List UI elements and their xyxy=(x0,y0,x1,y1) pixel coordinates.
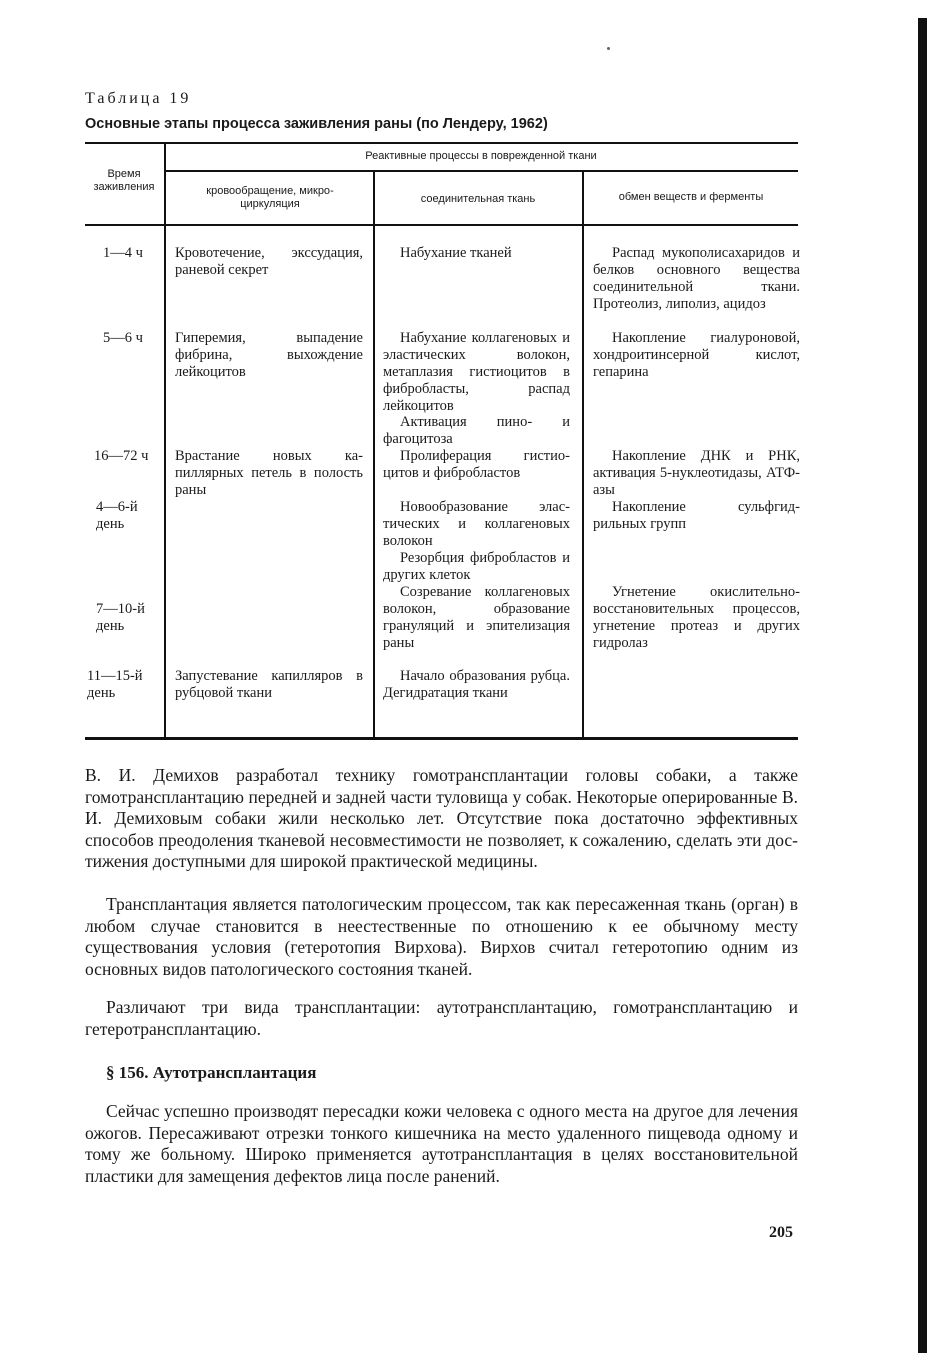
table-column-divider-3 xyxy=(582,171,584,737)
table-bottom-rule xyxy=(85,737,798,740)
time-cell: 1—4 ч xyxy=(103,245,143,261)
table-column-divider-2 xyxy=(373,171,375,737)
connective-tissue-cell: Созревание коллагеновых волокон, образование грануляций и эпителизация раны xyxy=(383,584,570,651)
table-column-divider-1 xyxy=(164,143,166,737)
connective-tissue-cell: Пролиферация гистиоцитов и фибробластов xyxy=(383,448,570,481)
time-cell: 7—10-й день xyxy=(96,601,145,634)
time-cell: 16—72 ч xyxy=(94,448,149,464)
section-paragraph: Сейчас успешно производят пересадки кожи человека с одного места на другое для лечения ожогов. Пересаживают отрезки тонкого кишечника на место удаленного пищевода одному и тому же больному. Широко применяется аутотрансплантация в целях восстановительной пластики для замещения дефектов лица после ранений. xyxy=(85,1101,798,1186)
metabolism-cell: Распад мукополисахаридов и белков основного вещества соединительной ткани. Протеолиз, липолиз, ацидоз xyxy=(593,245,800,312)
circulation-cell: Кровотечение, экссудация, раневой секрет xyxy=(175,245,363,278)
body-paragraph: Различают три вида трансплантации: аутотрансплантацию, гомотрансплантацию и гетеротрансплантацию. xyxy=(85,997,798,1039)
connective-tissue-cell: Новообразование эластических и коллагеновых волокон xyxy=(383,499,570,549)
table-label: Таблица 19 xyxy=(85,90,192,107)
time-cell: 5—6 ч xyxy=(103,330,143,346)
table-title: Основные этапы процесса заживления раны (по Лендеру, 1962) xyxy=(85,116,548,132)
connective-tissue-cell: Активация пино- и фагоцитоза xyxy=(383,414,570,447)
time-cell: 11—15-й день xyxy=(87,668,143,701)
header-bottom-rule xyxy=(85,224,798,226)
circulation-cell: Врастание новых капиллярных петель в полость раны xyxy=(175,448,363,498)
metabolism-cell: Накопление сульфгидрильных групп xyxy=(593,499,800,532)
page-number: 205 xyxy=(769,1224,793,1241)
scan-speck xyxy=(607,47,610,50)
header-connective-tissue: соединительная ткань xyxy=(420,193,536,205)
connective-tissue-cell: Набухание тканей xyxy=(400,245,512,261)
connective-tissue-cell: Резорбция фибробластов и других клеток xyxy=(383,550,570,583)
time-cell: 4—6-й день xyxy=(96,499,138,532)
scan-edge-shadow xyxy=(918,18,927,1353)
table-top-rule xyxy=(85,142,798,144)
metabolism-cell: Угнетение окислительно-восстановительных процессов, угнетение протеаз и других гидролаз xyxy=(593,584,800,651)
body-paragraph: Трансплантация является патологическим процессом, так как пересаженная ткань (орган) в любом случае становится в неестественные по отношению к ее обычному месту существования условия (гетеротопия Вирхова). Вирхов считал гетеротопию одним из основных видов патологического состояния тканей. xyxy=(85,894,798,979)
metabolism-cell: Накопление гиалуроновой, хондроитинсерной кислот, гепарина xyxy=(593,330,800,380)
header-time: Время заживления xyxy=(93,168,155,193)
connective-tissue-cell: Набухание коллагеновых и эластических волокон, метаплазия гистиоцитов в фибробласты, распад лейкоцитов xyxy=(383,330,570,414)
body-paragraph: В. И. Демихов разработал технику гомотрансплантации головы собаки, а также гомотрансплантацию передней и задней части туловища у собак. Некоторые оперированные В. И. Демиховым собаки жили несколько лет. Отсутствие пока достаточно эффективных способов преодоления тканевой несовместимости не позволяет, к сожалению, сделать эти достижения доступными для широкой практической медицины. xyxy=(85,765,798,872)
metabolism-cell: Накопление ДНК и РНК, активация 5-нуклеотидазы, АТФ-азы xyxy=(593,448,800,498)
header-circulation: кровообращение, микроциркуляция xyxy=(206,185,334,210)
header-group: Реактивные процессы в поврежденной ткани xyxy=(365,150,597,162)
circulation-cell: Гиперемия, выпадение фибрина, выхождение лейкоцитов xyxy=(175,330,363,380)
connective-tissue-cell: Начало образования рубца. Дегидратация ткани xyxy=(383,668,570,701)
circulation-cell: Запустевание капилляров в рубцовой ткани xyxy=(175,668,363,701)
header-metabolism: обмен веществ и ферменты xyxy=(618,191,764,203)
section-heading: § 156. Аутотрансплантация xyxy=(106,1063,317,1082)
group-header-rule xyxy=(165,170,798,172)
